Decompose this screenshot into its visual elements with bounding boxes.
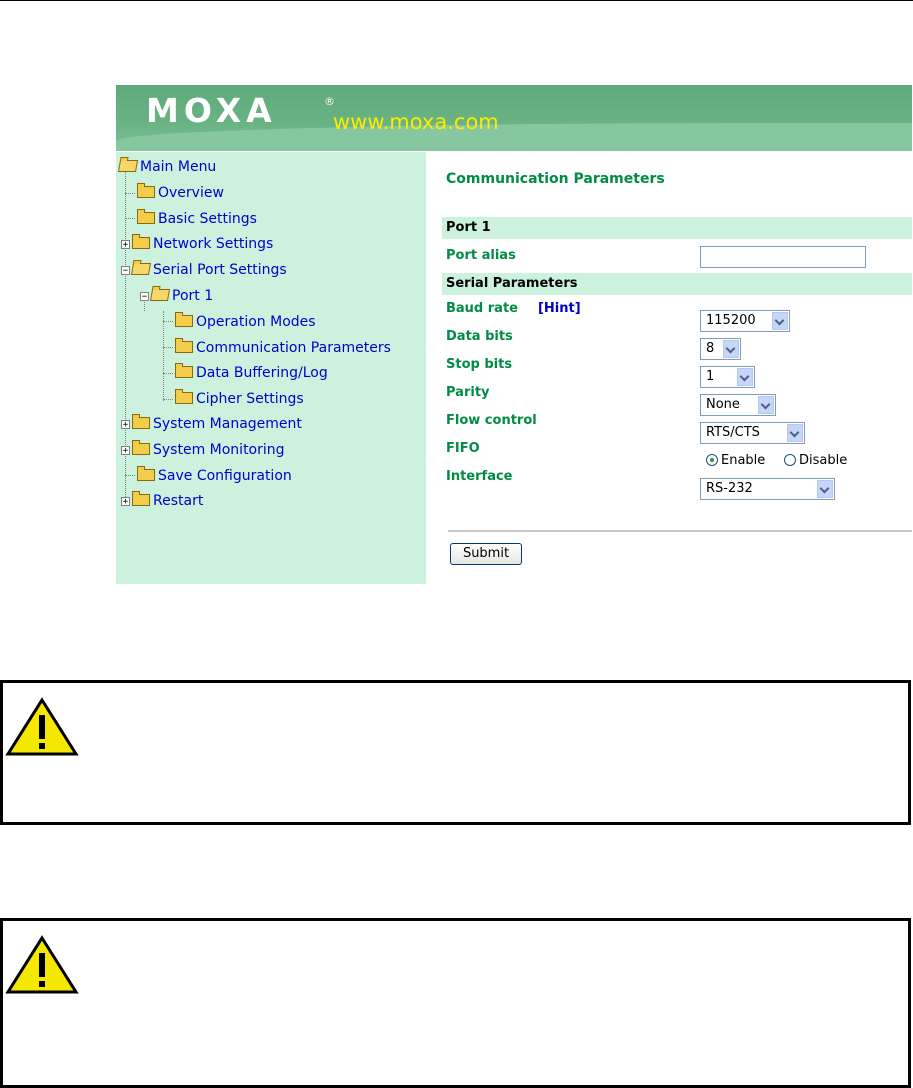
folder-icon [132, 417, 150, 429]
collapse-minus-icon[interactable]: − [122, 266, 129, 276]
folder-icon [175, 392, 193, 404]
submit-button[interactable]: Submit [450, 543, 522, 565]
port-alias-label: Port alias [446, 248, 516, 263]
web-console-screenshot [116, 85, 912, 584]
folder-open-icon [118, 160, 138, 172]
fifo-enable-radio[interactable]: Enable [706, 450, 765, 472]
folder-icon [175, 341, 193, 353]
folder-icon [132, 443, 150, 455]
radio-selected-icon[interactable] [706, 454, 718, 466]
section-serial-parameters: Serial Parameters [442, 273, 912, 295]
sidebar-item-overview[interactable]: Overview [137, 183, 224, 203]
main-content [426, 152, 912, 584]
sidebar-item-restart[interactable]: + Restart [122, 493, 204, 509]
data-bits-row [446, 326, 912, 348]
sidebar-menu [116, 152, 426, 584]
parity-label: Parity [446, 385, 490, 400]
expand-plus-icon[interactable]: + [122, 240, 129, 250]
warning-box-2 [0, 918, 911, 1088]
parity-select[interactable]: None [700, 394, 776, 416]
sidebar-item-basic-settings[interactable]: Basic Settings [137, 209, 257, 229]
sidebar-item-cipher-settings[interactable]: Cipher Settings [175, 389, 304, 409]
folder-icon [137, 469, 155, 481]
expand-plus-icon[interactable]: + [122, 497, 129, 507]
interface-row [446, 466, 912, 488]
sidebar-item-save-configuration[interactable]: Save Configuration [137, 466, 292, 486]
form-divider [448, 530, 912, 532]
folder-icon [137, 212, 155, 224]
site-url[interactable]: www.moxa.com [333, 110, 499, 134]
chevron-down-icon[interactable] [817, 480, 833, 498]
stop-bits-label: Stop bits [446, 357, 513, 372]
folder-open-icon [131, 263, 151, 275]
moxa-banner [116, 85, 912, 151]
interface-select[interactable]: RS-232 [700, 478, 835, 500]
folder-open-icon [150, 289, 170, 301]
baud-rate-select[interactable]: 115200 [700, 310, 790, 332]
folder-icon [132, 237, 150, 249]
collapse-minus-icon[interactable]: − [141, 292, 148, 302]
interface-label: Interface [446, 469, 513, 484]
page-top-rule [0, 0, 913, 1]
radio-unselected-icon[interactable] [784, 454, 796, 466]
sidebar-item-serial-port-settings[interactable]: − Serial Port Settings [122, 262, 287, 278]
warning-icon [5, 935, 79, 995]
folder-icon [175, 315, 193, 327]
flow-control-select[interactable]: RTS/CTS [700, 422, 805, 444]
moxa-logo: MOXA [146, 91, 277, 130]
expand-plus-icon[interactable]: + [122, 420, 129, 430]
folder-icon [137, 186, 155, 198]
sidebar-item-system-monitoring[interactable]: + System Monitoring [122, 442, 285, 458]
folder-icon [175, 366, 193, 378]
warning-box-1 [0, 680, 911, 825]
parity-row [446, 382, 912, 404]
registered-mark: ® [324, 95, 335, 108]
data-bits-label: Data bits [446, 329, 513, 344]
sidebar-item-operation-modes[interactable]: Operation Modes [175, 312, 316, 332]
section-port-1: Port 1 [442, 217, 912, 239]
page-title: Communication Parameters [446, 171, 665, 187]
stop-bits-row [446, 354, 912, 376]
flow-control-label: Flow control [446, 413, 537, 428]
sidebar-item-port-1[interactable]: − Port 1 [141, 288, 214, 304]
fifo-disable-radio[interactable]: Disable [784, 450, 847, 472]
folder-icon [132, 494, 150, 506]
warning-icon [5, 697, 79, 757]
hint-link[interactable]: [Hint] [537, 301, 581, 316]
baud-rate-label: Baud rate [446, 301, 518, 316]
sidebar-item-system-management[interactable]: + System Management [122, 416, 302, 432]
sidebar-item-communication-parameters[interactable]: Communication Parameters [175, 338, 391, 358]
port-alias-input[interactable] [700, 246, 866, 268]
stop-bits-select[interactable]: 1 [700, 366, 755, 388]
expand-plus-icon[interactable]: + [122, 446, 129, 456]
sidebar-item-data-buffering-log[interactable]: Data Buffering/Log [175, 363, 328, 383]
sidebar-item-network-settings[interactable]: + Network Settings [122, 236, 274, 252]
flow-control-row [446, 410, 912, 432]
fifo-label: FIFO [446, 441, 480, 456]
sidebar-item-main-menu[interactable]: Main Menu [119, 157, 216, 177]
baud-rate-row [446, 298, 912, 320]
data-bits-select[interactable]: 8 [700, 338, 741, 360]
